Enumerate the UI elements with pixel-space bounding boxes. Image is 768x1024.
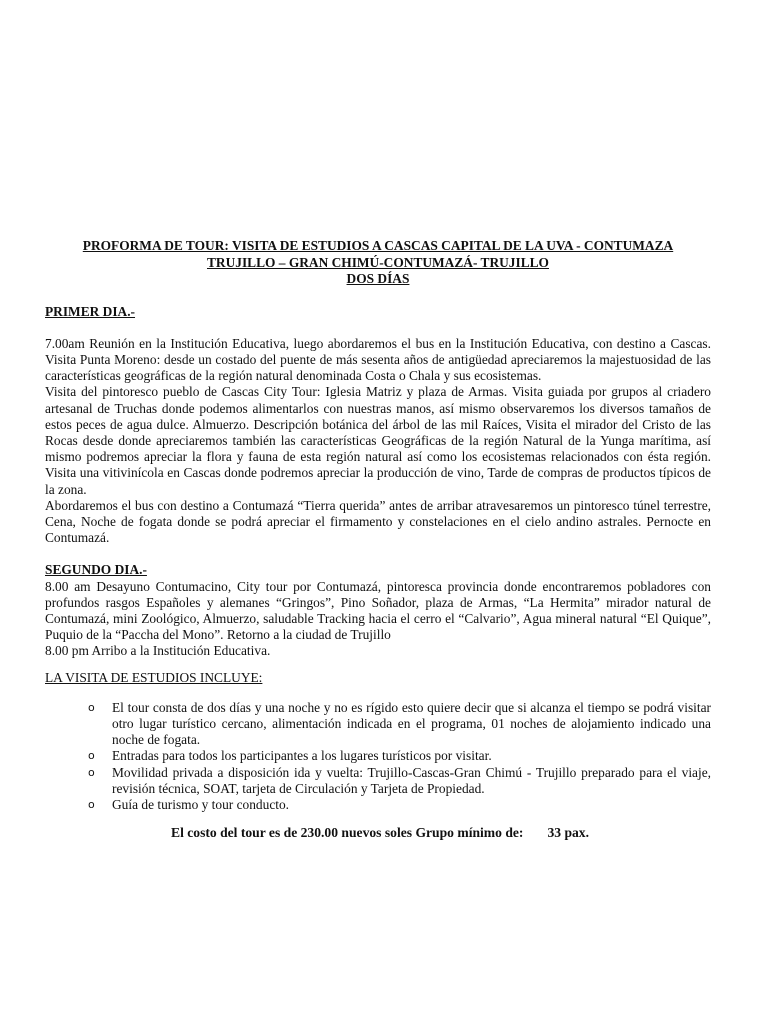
day2-heading: SEGUNDO DIA.- — [45, 562, 147, 578]
includes-list — [45, 700, 711, 813]
includes-section — [45, 670, 711, 814]
list-item — [45, 700, 711, 749]
day1-section — [45, 304, 711, 547]
day2-section — [45, 562, 711, 659]
document-page — [45, 238, 711, 841]
day2-paragraph: 8.00 am Desayuno Contumacino, City tour por Contumazá, pintoresca provincia donde encontraremos pobladores con profundos rasgos Españoles y alemanes “Gringos”, Pino Soñador, plaza de Armas, “La Hermita” mirador natural de Contumazá, mini Zoológico, Almuerzo, saludable Tracking hacia el cerro el “Calvario”, Agua mineral natural “El Quique”, Puquio de la “Paccha del Mono”. Retorno a la ciudad de Trujillo — [45, 578, 711, 643]
day1-heading: PRIMER DIA.- — [45, 303, 136, 319]
includes-heading: LA VISITA DE ESTUDIOS INCLUYE: — [45, 669, 263, 685]
title-line-1: PROFORMA DE TOUR: VISITA DE ESTUDIOS A CASCAS CAPITAL DE LA UVA - CONTUMAZA — [82, 238, 674, 253]
bullet-icon: o — [88, 700, 95, 714]
list-item-text: El tour consta de dos días y una noche y no es rígido esto quiere decir que si alcanza el tiempo se podrá visitar otro lugar turístico cercano, alimentación indicada en el programa, 01 noches de alojamiento indicado una noche de fogata. — [112, 699, 711, 748]
title-line-3: DOS DÍAS — [346, 271, 410, 286]
bullet-icon: o — [88, 749, 95, 763]
day1-paragraph: Abordaremos el bus con destino a Contumazá “Tierra querida” antes de arribar atravesaremos un pintoresco túnel terrestre, Cena, Noche de fogata donde se podrá apreciar el firmamento y constelaciones en el cielo andino astrales. Pernocte en Contumazá. — [45, 497, 711, 546]
day1-paragraph: 7.00am Reunión en la Institución Educativa, luego abordaremos el bus en la Institución Educativa, con destino a Cascas. Visita Punta Moreno: desde un costado del puente de más sesenta años de antigüedad apreciaremos la majestuosidad de las características geográficas de la región natural denominada Costa o Chala y sus ecosistemas. — [45, 335, 711, 384]
title-line-2: TRUJILLO – GRAN CHIMÚ-CONTUMAZÁ- TRUJILLO — [207, 254, 549, 270]
list-item — [45, 765, 711, 797]
list-item — [45, 748, 711, 764]
cost-line — [45, 825, 711, 841]
day2-paragraph: 8.00 pm Arribo a la Institución Educativa. — [45, 643, 271, 659]
cost-pax: 33 pax. — [547, 825, 589, 841]
cost-text: El costo del tour es de 230.00 nuevos soles Grupo mínimo de: — [171, 825, 524, 841]
list-item-text: Entradas para todos los participantes a los lugares turísticos por visitar. — [112, 748, 492, 764]
document-title — [45, 238, 711, 288]
list-item-text: Guía de turismo y tour conducto. — [112, 796, 290, 812]
list-item-text: Movilidad privada a disposición ida y vuelta: Trujillo-Cascas-Gran Chimú - Trujillo preparado para el viaje, revisión técnica, SOAT, tarjeta de Circulación y Tarjeta de Propiedad. — [112, 764, 711, 796]
day1-paragraph: Visita del pintoresco pueblo de Cascas City Tour: Iglesia Matriz y plaza de Armas. Visita guiada por grupos al criadero artesanal de Truchas donde podemos alimentarlos con nuestras manos, así mismo observaremos los diversos tamaños de estos peces de agua dulce. Almuerzo. Descripción botánica del árbol de las mil Raíces, Visita el mirador del Cristo de las Rocas desde donde apreciaremos también las características Geográficas de la región Natural de la Yunga marítima, así mismo podremos apreciar la flora y fauna de esta región natural así como los ecosistemas relacionados con ésta región. Visita una vitivinícola en Cascas donde podremos apreciar la producción de vino, Tarde de compras de productos típicos de la zona. — [45, 384, 711, 497]
list-item — [45, 797, 711, 813]
bullet-icon: o — [88, 797, 95, 811]
bullet-icon: o — [88, 765, 95, 779]
